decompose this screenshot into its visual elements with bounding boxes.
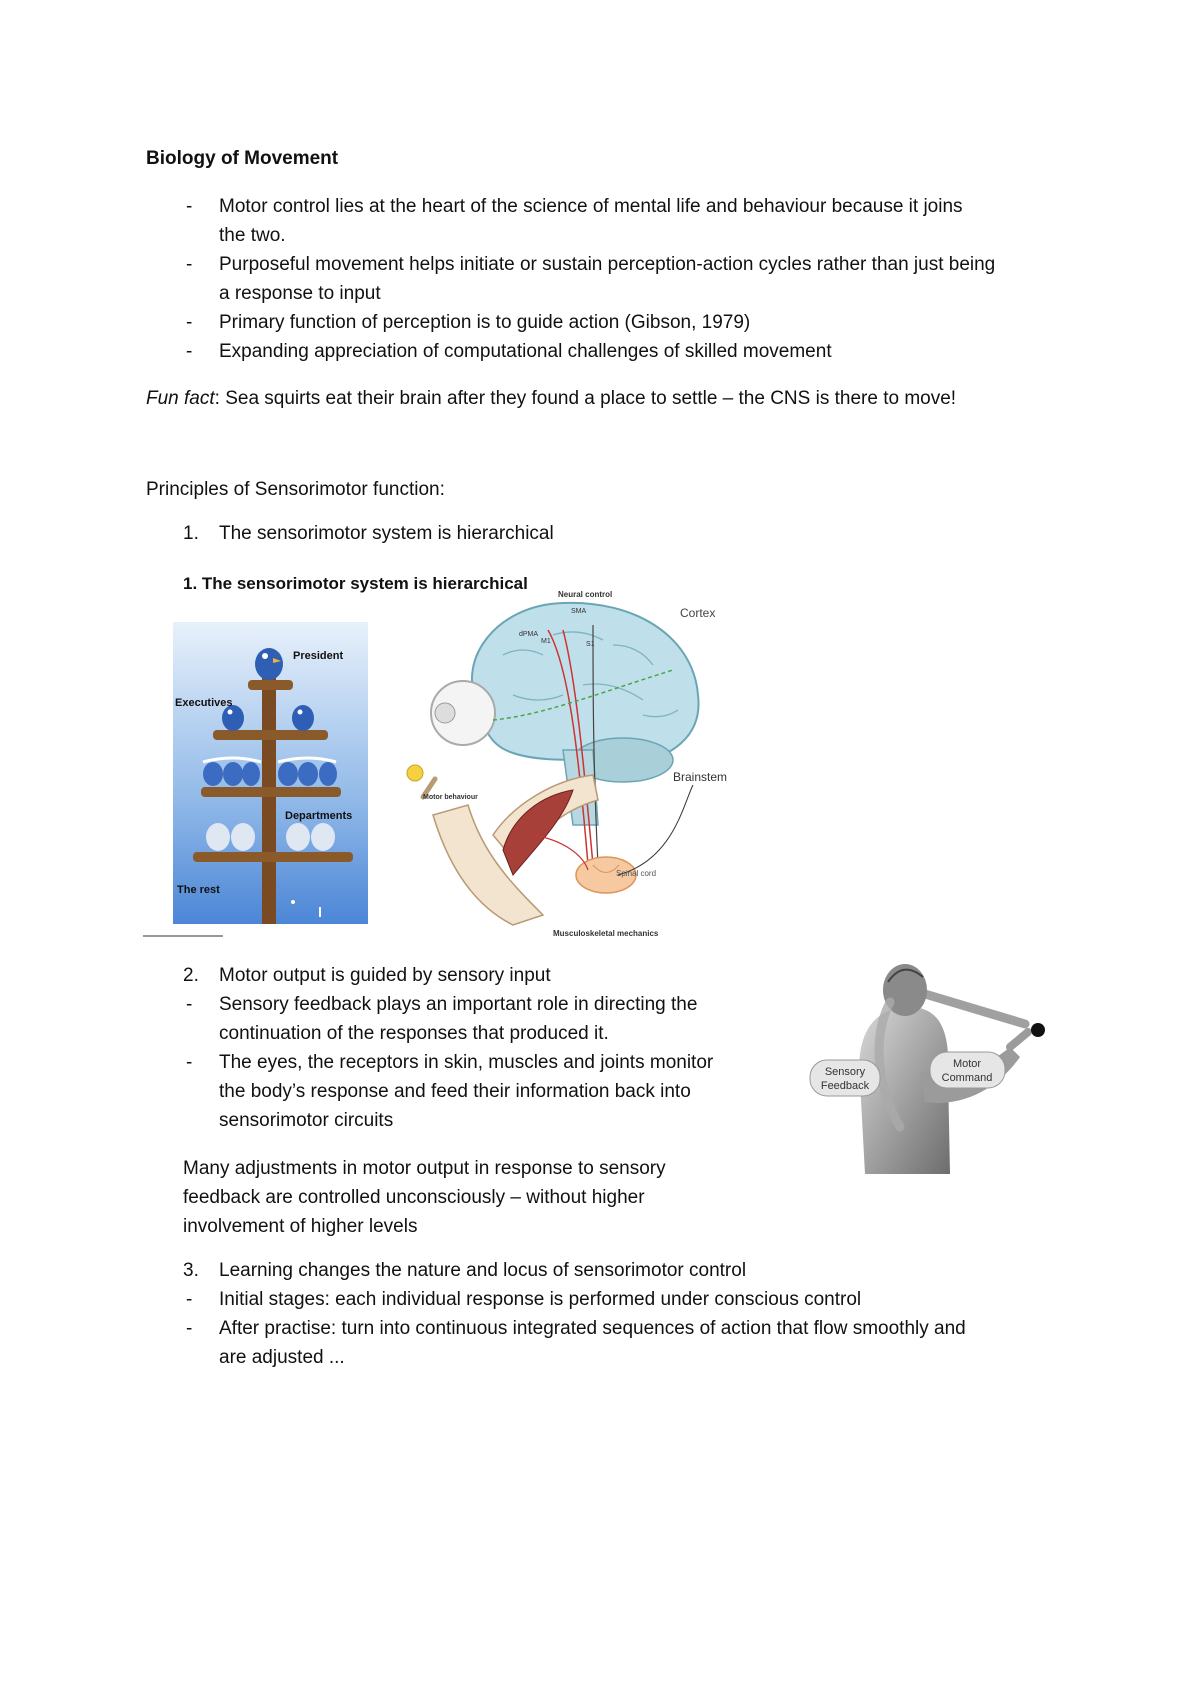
principle-2-para-1: Many adjustments in motor output in response to sensory [183, 1158, 666, 1179]
label-feedback: Feedback [820, 1080, 870, 1092]
principle-3-bullet-2: After practise: turn into continuous integrated sequences of action that flow smoothly and [219, 1318, 966, 1339]
label-s1: S1 [586, 641, 595, 648]
principle-3-bullet-2-cont: are adjusted ... [219, 1347, 345, 1368]
page-title: Biology of Movement [146, 148, 339, 169]
label-brainstem: Brainstem [673, 770, 728, 784]
label-president: President [293, 650, 344, 662]
fun-fact-text: : Sea squirts eat their brain after they found a place to settle – the CNS is there to move! [214, 388, 957, 409]
label-pma: dPMA [519, 631, 539, 638]
intro-bullet-1-cont: the two. [219, 225, 286, 246]
intro-bullet-1: Motor control lies at the heart of the science of mental life and behaviour because it joins [219, 196, 963, 217]
principles-heading: Principles of Sensorimotor function: [146, 479, 445, 500]
principle-1-number: 1. [183, 523, 199, 544]
label-musculoskeletal: Musculoskeletal mechanics [553, 929, 659, 938]
principle-2-number: 2. [183, 965, 199, 986]
label-cortex: Cortex [680, 606, 716, 620]
principle-2-text: Motor output is guided by sensory input [219, 965, 551, 986]
fun-fact [146, 384, 956, 413]
bullet-marker: - [186, 994, 193, 1015]
principle-3-text: Learning changes the nature and locus of sensorimotor control [219, 1260, 747, 1281]
pole [262, 677, 276, 924]
intro-bullet-2: Purposeful movement helps initiate or sustain perception-action cycles rather than just being [219, 254, 996, 275]
divider-line [143, 935, 223, 937]
principle-3-bullet-1: Initial stages: each individual response is performed under conscious control [219, 1289, 862, 1310]
principle-3-number: 3. [183, 1260, 199, 1281]
principle-2-bullet-1: Sensory feedback plays an important role in directing the [219, 994, 698, 1015]
principle-2-bullet-2: The eyes, the receptors in skin, muscles and joints monitor [219, 1052, 714, 1073]
label-command: Command [941, 1072, 993, 1084]
hierarchy-figure [173, 622, 368, 924]
bullet-marker: - [186, 312, 193, 333]
principle-1-text: The sensorimotor system is hierarchical [219, 523, 554, 544]
label-executives: Executives [175, 697, 233, 709]
label-neural-control: Neural control [558, 590, 613, 599]
label-sma: SMA [571, 608, 587, 615]
bullet-marker: - [186, 1289, 193, 1310]
figure-1-caption: 1. The sensorimotor system is hierarchical [183, 574, 528, 593]
principle-2-para-2: feedback are controlled unconsciously – without higher [183, 1187, 645, 1208]
principle-2-para-3: involvement of higher levels [183, 1216, 418, 1237]
principle-2-bullet-2-cont: the body’s response and feed their information back into [219, 1081, 691, 1102]
bullet-marker: - [186, 254, 193, 275]
target-dot [1031, 1023, 1045, 1037]
label-motor: Motor [952, 1058, 982, 1070]
principle-2-bullet-1-cont: continuation of the responses that produced it. [219, 1023, 609, 1044]
intro-bullet-2-cont: a response to input [219, 283, 381, 304]
president-bird [255, 648, 283, 680]
label-m1: M1 [541, 638, 551, 645]
principle-2-bullet-2-cont2: sensorimotor circuits [219, 1110, 394, 1131]
label-motor-behaviour: Motor behaviour [423, 794, 478, 801]
label-spinal-cord: Spinal cord [616, 869, 657, 878]
intro-bullet-3: Primary function of perception is to guide action (Gibson, 1979) [219, 312, 751, 333]
bullet-marker: - [186, 1318, 193, 1339]
intro-bullet-4: Expanding appreciation of computational challenges of skilled movement [219, 341, 832, 362]
bullet-marker: - [186, 1052, 193, 1073]
bullet-marker: - [186, 196, 193, 217]
sensory-motor-figure [800, 962, 1050, 1174]
fun-fact-label: Fun fact [146, 388, 215, 409]
brain-figure [393, 585, 745, 940]
bullet-marker: - [186, 341, 193, 362]
target-dot [407, 765, 423, 781]
label-the-rest: The rest [177, 884, 220, 896]
label-sensory: Sensory [824, 1066, 866, 1078]
label-departments: Departments [285, 810, 353, 822]
